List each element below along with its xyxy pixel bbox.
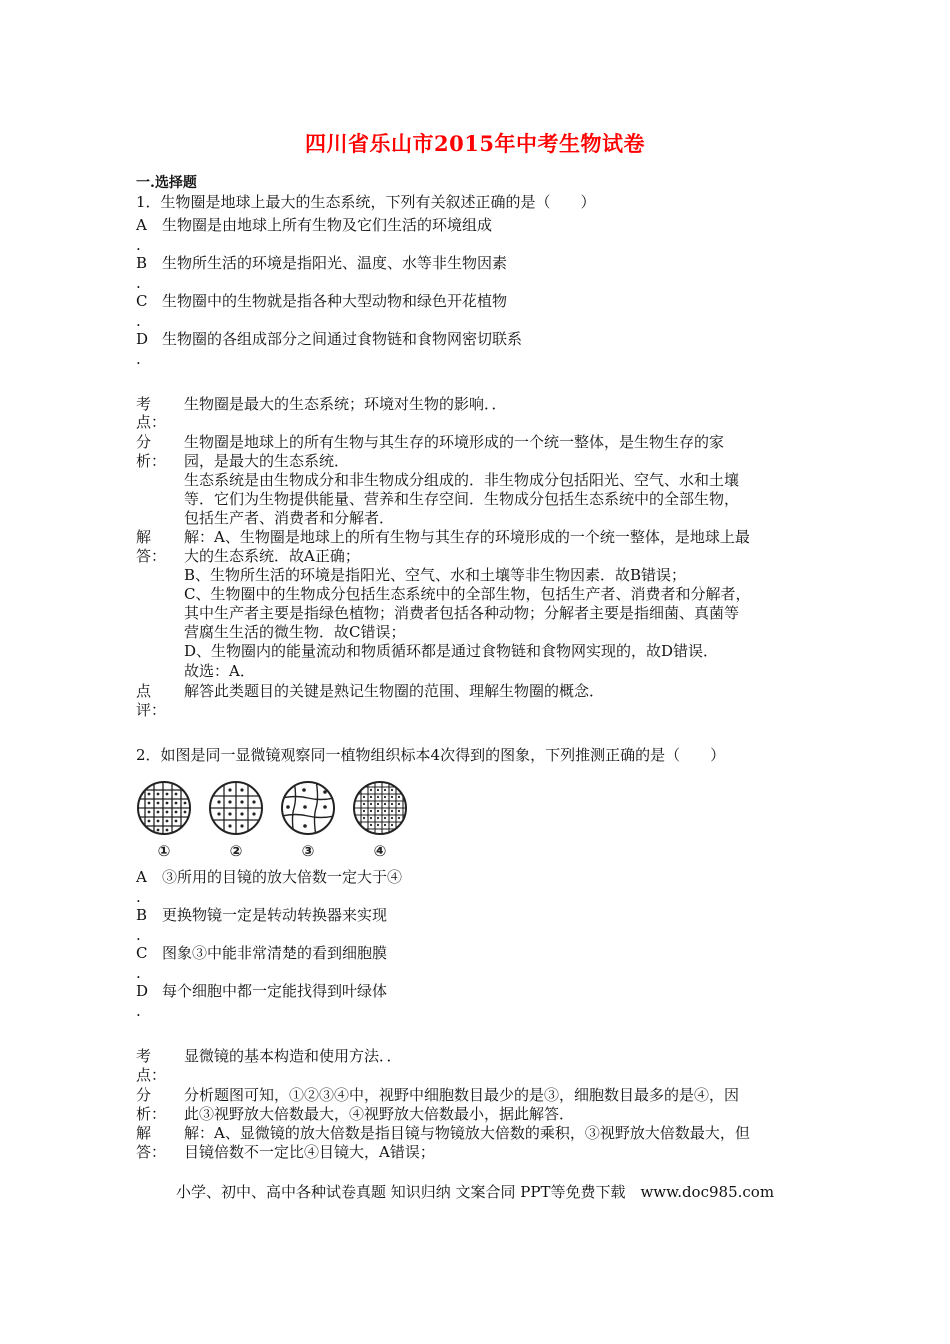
q1-option-d-text: 生物圈的各组成部分之间通过食物链和食物网密切联系 <box>162 330 523 348</box>
microscope-figures <box>136 780 416 862</box>
q1-dianping-text: 解答此类题目的关键是熟记生物圈的范围、理解生物圈的概念． <box>184 682 605 700</box>
q1-jieda-line: 营腐生生活的微生物．故C错误； <box>184 623 406 641</box>
q1-jieda-line: C、生物圈中的生物成分包括生态系统中的全部生物，包括生产者、消费者和分解者， <box>184 585 751 603</box>
q1-option-c-letter: C <box>136 292 148 310</box>
q1-jieda-line: 其中生产者主要是指绿色植物；消费者包括各种动物；分解者主要是指细菌、真菌等 <box>184 604 740 622</box>
figure-label-1: ① <box>157 842 171 860</box>
q1-jieda-line: B、生物所生活的环境是指阳光、空气、水和土壤等非生物因素．故B错误； <box>184 566 687 584</box>
page-title: 四川省乐山市2015年中考生物试卷 <box>305 131 645 156</box>
q1-kaodian-label-2: 点： <box>136 413 167 431</box>
q2-jieda-line: 解：A、显微镜的放大倍数是指目镜与物镜放大倍数的乘积，③视野放大倍数最大，但 <box>184 1124 750 1142</box>
page-footer: 小学、初中、高中各种试卷真题 知识归纳 文案合同 PPT等免费下载 www.doc985.com <box>175 1183 775 1201</box>
q1-jieda-line: 故选：A． <box>184 662 255 680</box>
q2-jieda-label-2: 答： <box>136 1143 167 1161</box>
q2-kaodian-text: 显微镜的基本构造和使用方法．． <box>184 1047 402 1065</box>
q1-option-a-dot: . <box>136 236 141 254</box>
q1-jieda-line: D、生物圈内的能量流动和物质循环都是通过食物链和食物网实现的，故D错误． <box>184 642 719 660</box>
q1-jieda-line: 解：A、生物圈是地球上的所有生物与其生存的环境形成的一个统一整体，是地球上最 <box>184 528 750 546</box>
q1-option-b-dot: . <box>136 274 141 292</box>
q2-option-a-dot: . <box>136 888 141 906</box>
q2-kaodian-label-2: 点： <box>136 1066 167 1084</box>
q2-fenxi-line: 此③视野放大倍数最大，④视野放大倍数最小，据此解答． <box>184 1105 575 1123</box>
q2-jieda-label-1: 解 <box>136 1124 152 1142</box>
q1-dianping-label-1: 点 <box>136 682 152 700</box>
q1-dianping-label-2: 评： <box>136 701 167 719</box>
q1-fenxi-line: 等．它们为生物提供能量、营养和生存空间．生物成分包括生态系统中的全部生物， <box>184 490 740 508</box>
q1-option-b-text: 生物所生活的环境是指阳光、温度、水等非生物因素 <box>162 254 508 272</box>
figure-label-2: ② <box>229 842 243 860</box>
q2-option-d-text: 每个细胞中都一定能找得到叶绿体 <box>162 982 388 1000</box>
microscope-view-1 <box>136 780 192 836</box>
q2-option-d-letter: D <box>136 982 149 1000</box>
q1-fenxi-label-2: 析： <box>136 452 167 470</box>
section-heading: 一.选择题 <box>136 175 197 191</box>
q1-option-d-dot: . <box>136 350 141 368</box>
q1-option-b-letter: B <box>136 254 148 272</box>
question-2-stem: 2．如图是同一显微镜观察同一植物组织标本4次得到的图象，下列推测正确的是（ ） <box>136 746 726 764</box>
q1-fenxi-line: 园，是最大的生态系统． <box>184 452 350 470</box>
q1-fenxi-line: 生物圈是地球上的所有生物与其生存的环境形成的一个统一整体，是生物生存的家 <box>184 433 725 451</box>
q1-kaodian-label-1: 考 <box>136 395 152 413</box>
q2-fenxi-label-1: 分 <box>136 1086 152 1104</box>
q1-jieda-label-1: 解 <box>136 528 152 546</box>
q2-option-a-letter: A <box>136 868 147 886</box>
figure-label-3: ③ <box>301 842 315 860</box>
q2-option-c-dot: . <box>136 964 141 982</box>
figure-label-4: ④ <box>373 842 387 860</box>
q1-option-c-text: 生物圈中的生物就是指各种大型动物和绿色开花植物 <box>162 292 508 310</box>
q2-option-a-text: ③所用的目镜的放大倍数一定大于④ <box>162 868 403 886</box>
q1-option-d-letter: D <box>136 330 149 348</box>
q1-fenxi-line: 生态系统是由生物成分和非生物成分组成的．非生物成分包括阳光、空气、水和土壤 <box>184 471 740 489</box>
q1-option-a-text: 生物圈是由地球上所有生物及它们生活的环境组成 <box>162 216 493 234</box>
q1-fenxi-line: 包括生产者、消费者和分解者． <box>184 509 395 527</box>
q2-option-b-letter: B <box>136 906 148 924</box>
q1-fenxi-label-1: 分 <box>136 433 152 451</box>
q2-fenxi-label-2: 析： <box>136 1105 167 1123</box>
q2-option-b-dot: . <box>136 926 141 944</box>
q1-jieda-line: 大的生态系统．故A正确； <box>184 547 360 565</box>
q2-option-d-dot: . <box>136 1002 141 1020</box>
q2-option-c-text: 图象③中能非常清楚的看到细胞膜 <box>162 944 388 962</box>
q1-kaodian-text: 生物圈是最大的生态系统；环境对生物的影响．． <box>184 395 507 413</box>
q2-kaodian-label-1: 考 <box>136 1047 152 1065</box>
q2-option-b-text: 更换物镜一定是转动转换器来实现 <box>162 906 388 924</box>
q2-option-c-letter: C <box>136 944 148 962</box>
q1-option-c-dot: . <box>136 312 141 330</box>
question-1-stem: 1．生物圈是地球上最大的生态系统，下列有关叙述正确的是（ ） <box>136 193 596 211</box>
q2-fenxi-line: 分析题图可知，①②③④中，视野中细胞数目最少的是③，细胞数目最多的是④，因 <box>184 1086 740 1104</box>
q2-jieda-line: 目镜倍数不一定比④目镜大，A错误； <box>184 1143 435 1161</box>
q1-option-a-letter: A <box>136 216 147 234</box>
q1-jieda-label-2: 答： <box>136 547 167 565</box>
